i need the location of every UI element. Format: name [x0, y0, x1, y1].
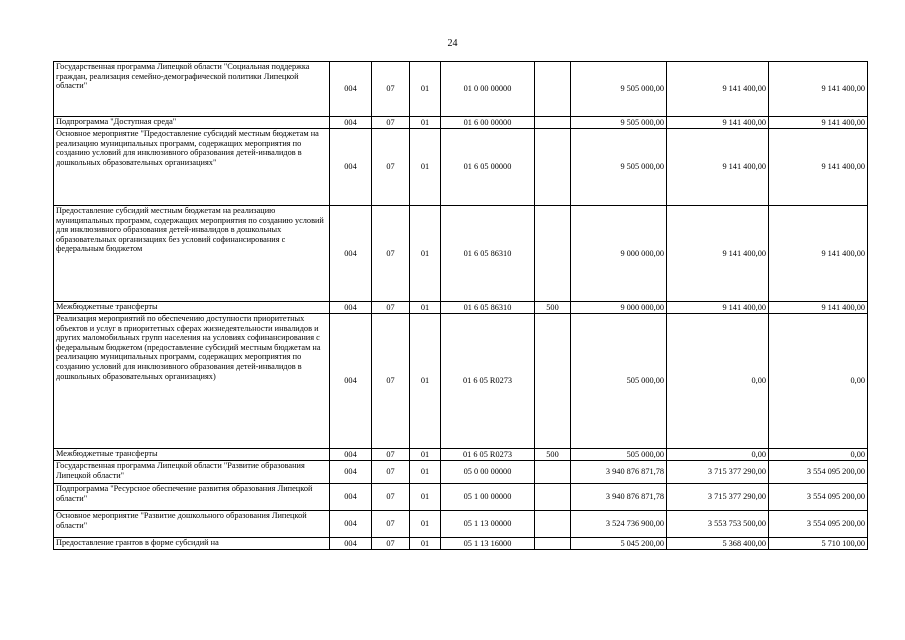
row-name: Государственная программа Липецкой области "Социальная поддержка граждан, реализация семейно-демографической политики Липецкой области": [54, 62, 330, 117]
cell-expense-type: [535, 62, 571, 117]
cell-razdel: 07: [372, 206, 410, 302]
cell-podrazdel: 01: [410, 314, 441, 449]
table-row: [54, 449, 868, 461]
cell-sum-2: 9 141 400,00: [667, 117, 769, 129]
cell-expense-type: [535, 206, 571, 302]
cell-expense-type: [535, 538, 571, 550]
cell-expense-type: [535, 314, 571, 449]
cell-sum-2: 3 553 753 500,00: [667, 511, 769, 538]
cell-expense-type: 500: [535, 302, 571, 314]
cell-grbs: 004: [330, 206, 372, 302]
cell-grbs: 004: [330, 461, 372, 484]
cell-sum-2: 3 715 377 290,00: [667, 461, 769, 484]
cell-grbs: 004: [330, 62, 372, 117]
cell-target-code: 01 6 05 86310: [441, 302, 535, 314]
cell-razdel: 07: [372, 538, 410, 550]
table-row: [54, 302, 868, 314]
cell-podrazdel: 01: [410, 302, 441, 314]
cell-grbs: 004: [330, 484, 372, 511]
table-row: [54, 314, 868, 449]
cell-target-code: 01 6 05 R0273: [441, 314, 535, 449]
cell-target-code: 01 6 00 00000: [441, 117, 535, 129]
budget-table: [53, 61, 868, 550]
cell-sum-3: 9 141 400,00: [769, 62, 868, 117]
page-number: 24: [447, 38, 458, 49]
cell-expense-type: 500: [535, 449, 571, 461]
cell-target-code: 05 1 00 00000: [441, 484, 535, 511]
cell-expense-type: [535, 484, 571, 511]
cell-target-code: 01 6 05 00000: [441, 129, 535, 206]
cell-podrazdel: 01: [410, 206, 441, 302]
row-name: Межбюджетные трансферты: [54, 449, 330, 461]
cell-sum-3: 3 554 095 200,00: [769, 461, 868, 484]
cell-expense-type: [535, 117, 571, 129]
cell-razdel: 07: [372, 302, 410, 314]
row-name: Основное мероприятие "Предоставление субсидий местным бюджетам на реализацию муниципальных программ, содержащих мероприятия по созданию условий для инклюзивного образования детей-инвалидов в дошкольных образовательных организациях": [54, 129, 330, 206]
row-name: Основное мероприятие "Развитие дошкольного образования Липецкой области": [54, 511, 330, 538]
cell-razdel: 07: [372, 117, 410, 129]
cell-podrazdel: 01: [410, 117, 441, 129]
cell-sum-1: 9 505 000,00: [571, 62, 667, 117]
cell-sum-1: 9 000 000,00: [571, 302, 667, 314]
cell-podrazdel: 01: [410, 129, 441, 206]
cell-sum-1: 9 505 000,00: [571, 129, 667, 206]
cell-sum-1: 5 045 200,00: [571, 538, 667, 550]
cell-podrazdel: 01: [410, 461, 441, 484]
cell-sum-2: 5 368 400,00: [667, 538, 769, 550]
cell-sum-1: 505 000,00: [571, 449, 667, 461]
cell-sum-2: 9 141 400,00: [667, 129, 769, 206]
cell-razdel: 07: [372, 461, 410, 484]
cell-sum-2: 9 141 400,00: [667, 302, 769, 314]
cell-razdel: 07: [372, 314, 410, 449]
table-row: [54, 129, 868, 206]
cell-podrazdel: 01: [410, 449, 441, 461]
cell-sum-1: 505 000,00: [571, 314, 667, 449]
cell-sum-1: 3 940 876 871,78: [571, 484, 667, 511]
cell-target-code: 05 0 00 00000: [441, 461, 535, 484]
cell-sum-3: 3 554 095 200,00: [769, 484, 868, 511]
cell-podrazdel: 01: [410, 62, 441, 117]
row-name: Подпрограмма "Доступная среда": [54, 117, 330, 129]
cell-grbs: 004: [330, 117, 372, 129]
cell-sum-3: 5 710 100,00: [769, 538, 868, 550]
cell-sum-2: 9 141 400,00: [667, 62, 769, 117]
cell-target-code: 01 0 00 00000: [441, 62, 535, 117]
cell-sum-1: 3 940 876 871,78: [571, 461, 667, 484]
cell-sum-1: 3 524 736 900,00: [571, 511, 667, 538]
cell-expense-type: [535, 511, 571, 538]
cell-target-code: 05 1 13 16000: [441, 538, 535, 550]
table-row: [54, 511, 868, 538]
cell-target-code: 05 1 13 00000: [441, 511, 535, 538]
cell-razdel: 07: [372, 129, 410, 206]
cell-sum-1: 9 000 000,00: [571, 206, 667, 302]
cell-sum-3: 9 141 400,00: [769, 302, 868, 314]
cell-grbs: 004: [330, 314, 372, 449]
cell-target-code: 01 6 05 R0273: [441, 449, 535, 461]
cell-sum-3: 0,00: [769, 314, 868, 449]
cell-razdel: 07: [372, 449, 410, 461]
row-name: Предоставление субсидий местным бюджетам на реализацию муниципальных программ, содержащих мероприятия по созданию условий для инклюзивного образования детей-инвалидов в дошкольных образовательных организациях без условий софинансирования с федеральным бюджетом: [54, 206, 330, 302]
cell-sum-2: 0,00: [667, 449, 769, 461]
table-row: [54, 206, 868, 302]
cell-sum-2: 9 141 400,00: [667, 206, 769, 302]
cell-razdel: 07: [372, 484, 410, 511]
cell-grbs: 004: [330, 538, 372, 550]
cell-sum-3: 9 141 400,00: [769, 206, 868, 302]
row-name: Реализация мероприятий по обеспечению доступности приоритетных объектов и услуг в приоритетных сферах жизнедеятельности инвалидов и других маломобильных групп населения на условиях софинансирования с федеральным бюджетом (предоставление субсидий местным бюджетам на реализацию муниципальных программ, содержащих мероприятия по созданию условий для инклюзивного образования детей-инвалидов в дошкольных образовательных организациях): [54, 314, 330, 449]
row-name: Государственная программа Липецкой области "Развитие образования Липецкой области": [54, 461, 330, 484]
cell-sum-1: 9 505 000,00: [571, 117, 667, 129]
cell-razdel: 07: [372, 62, 410, 117]
table-row: [54, 117, 868, 129]
cell-expense-type: [535, 461, 571, 484]
table-row: [54, 461, 868, 484]
table-row: [54, 484, 868, 511]
cell-grbs: 004: [330, 449, 372, 461]
cell-grbs: 004: [330, 302, 372, 314]
row-name: Предоставление грантов в форме субсидий на: [54, 538, 330, 550]
cell-grbs: 004: [330, 129, 372, 206]
cell-sum-3: 9 141 400,00: [769, 117, 868, 129]
cell-sum-3: 9 141 400,00: [769, 129, 868, 206]
cell-podrazdel: 01: [410, 484, 441, 511]
cell-sum-3: 3 554 095 200,00: [769, 511, 868, 538]
cell-grbs: 004: [330, 511, 372, 538]
table-row: [54, 538, 868, 550]
row-name: Подпрограмма "Ресурсное обеспечение развития образования Липецкой области": [54, 484, 330, 511]
cell-sum-2: 0,00: [667, 314, 769, 449]
cell-razdel: 07: [372, 511, 410, 538]
cell-podrazdel: 01: [410, 538, 441, 550]
cell-sum-3: 0,00: [769, 449, 868, 461]
cell-podrazdel: 01: [410, 511, 441, 538]
cell-target-code: 01 6 05 86310: [441, 206, 535, 302]
row-name: Межбюджетные трансферты: [54, 302, 330, 314]
cell-sum-2: 3 715 377 290,00: [667, 484, 769, 511]
cell-expense-type: [535, 129, 571, 206]
table-row: [54, 62, 868, 117]
